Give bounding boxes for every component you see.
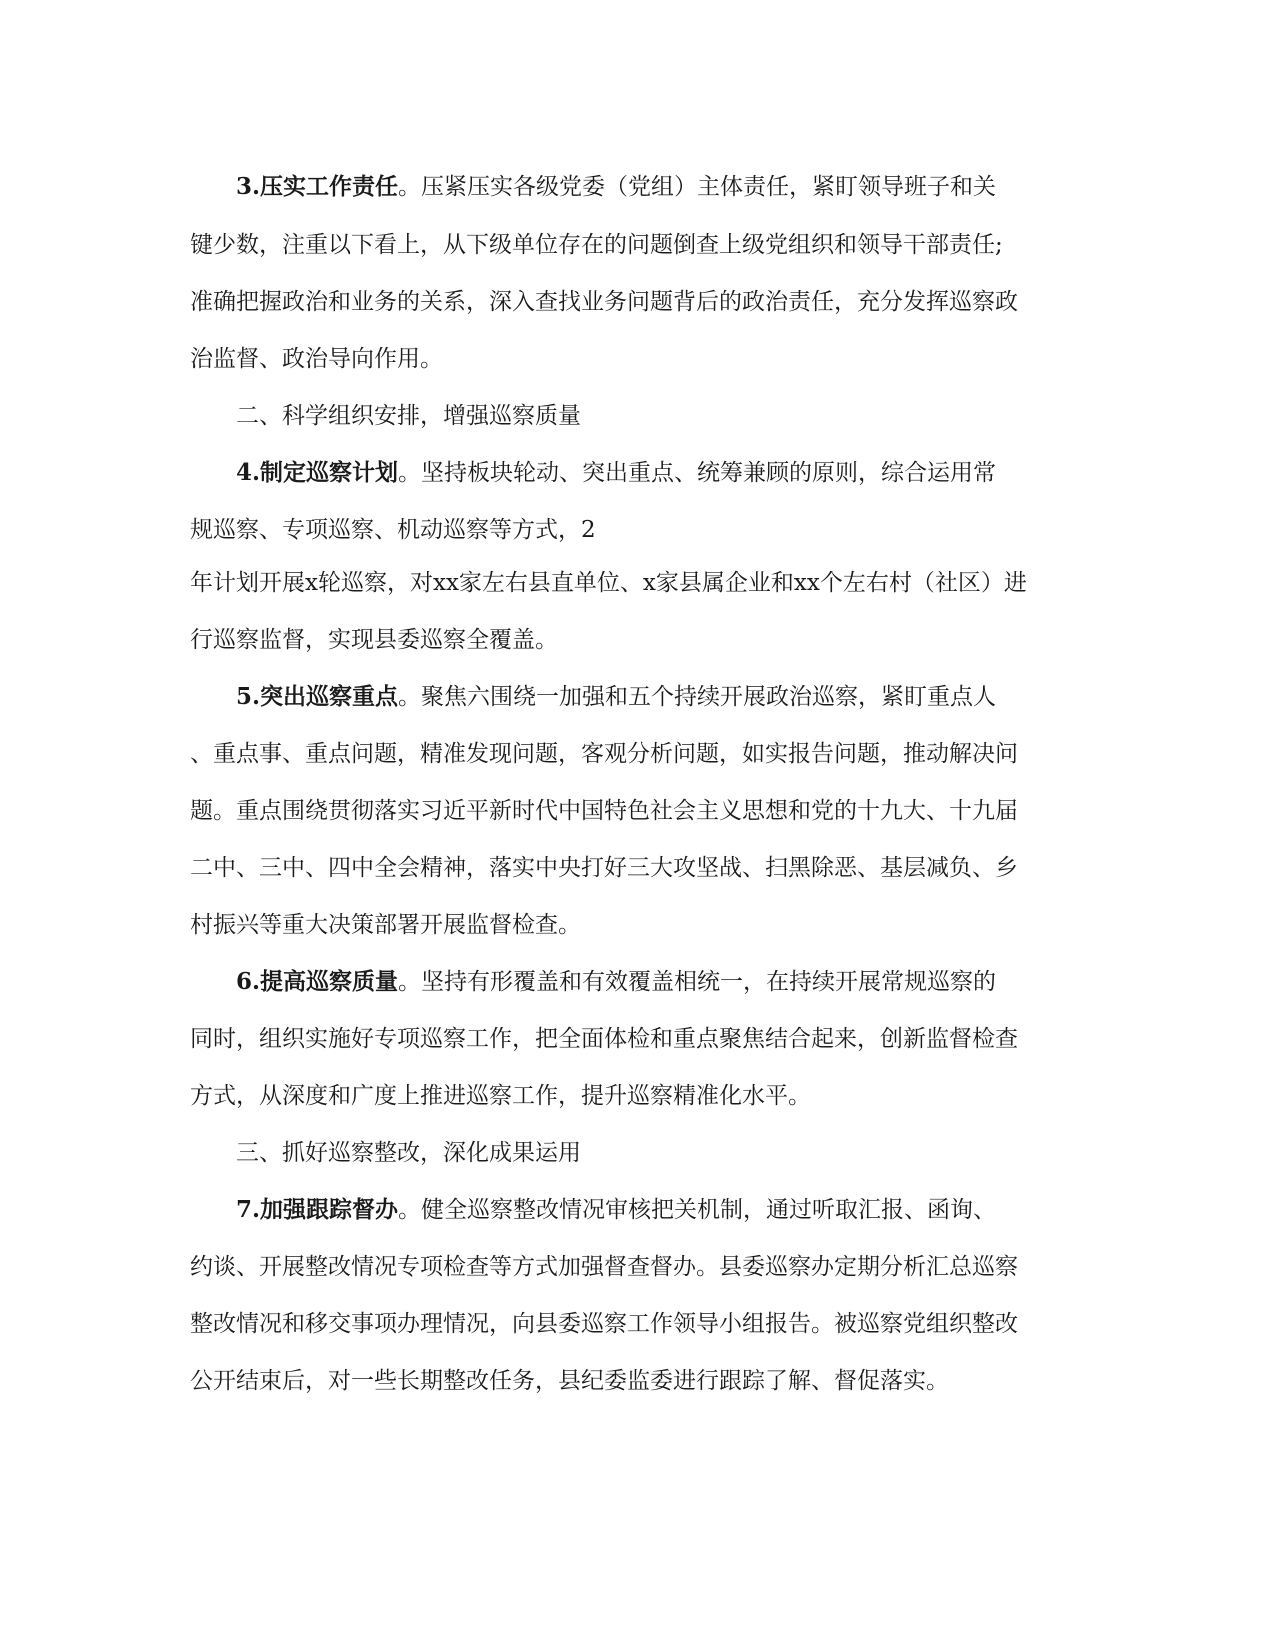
paragraph-4-line-2: 规巡察、专项巡察、机动巡察等方式，2 [190,517,596,543]
paragraph-4-line-3: 年计划开展x轮巡察，对xx家左右县直单位、x家县属企业和xx个左右村（社区）进 [190,570,1027,596]
paragraph-heading: 4.制定巡察计划 [236,459,399,486]
paragraph-7-line-3: 整改情况和移交事项办理情况，向县委巡察工作领导小组报告。被巡察党组织整改 [190,1311,1018,1337]
paragraph-7-line-4: 公开结束后，对一些长期整改任务，县纪委监委进行跟踪了解、督促落实。 [190,1368,949,1394]
paragraph-5-line-1 [236,681,1136,713]
paragraph-3-line-3: 准确把握政治和业务的关系，深入查找业务问题背后的政治责任，充分发挥巡察政 [190,289,1018,315]
paragraph-heading: 5.突出巡察重点 [236,683,399,710]
paragraph-6-line-1 [236,966,1136,998]
paragraph-6-line-2: 同时，组织实施好专项巡察工作，把全面体检和重点聚焦结合起来，创新监督检查 [190,1026,1018,1052]
paragraph-5-line-3: 题。重点围绕贯彻落实习近平新时代中国特色社会主义思想和党的十九大、十九届 [190,798,1018,824]
paragraph-heading: 3.压实工作责任 [236,173,399,200]
paragraph-3-line-1 [236,171,1136,203]
paragraph-7-line-1 [236,1194,1136,1226]
paragraph-text: 。压紧压实各级党委（党组）主体责任，紧盯领导班子和关 [398,174,997,200]
paragraph-3-line-2: 键少数，注重以下看上，从下级单位存在的问题倒查上级党组织和领导干部责任; [190,232,1003,258]
paragraph-text: 。聚焦六围绕一加强和五个持续开展政治巡察，紧盯重点人 [398,684,997,710]
section-heading-3: 三、抓好巡察整改，深化成果运用 [236,1140,581,1166]
paragraph-heading: 6.提高巡察质量 [236,968,399,995]
paragraph-text: 。健全巡察整改情况审核把关机制，通过听取汇报、函询、 [398,1197,997,1223]
section-heading-2: 二、科学组织安排，增强巡察质量 [236,403,581,429]
paragraph-5-line-2: 、重点事、重点问题，精准发现问题，客观分析问题，如实报告问题，推动解决问 [190,741,1018,767]
paragraph-5-line-5: 村振兴等重大决策部署开展监督检查。 [190,912,581,938]
paragraph-text: 。坚持板块轮动、突出重点、统筹兼顾的原则，综合运用常 [398,460,997,486]
paragraph-text: 。坚持有形覆盖和有效覆盖相统一，在持续开展常规巡察的 [398,969,997,995]
paragraph-5-line-4: 二中、三中、四中全会精神，落实中央打好三大攻坚战、扫黑除恶、基层减负、乡 [190,855,1018,881]
paragraph-3-line-4: 治监督、政治导向作用。 [190,346,443,372]
paragraph-4-line-1 [236,457,1136,489]
paragraph-6-line-3: 方式，从深度和广度上推进巡察工作，提升巡察精准化水平。 [190,1083,811,1109]
paragraph-4-line-4: 行巡察监督，实现县委巡察全覆盖。 [190,627,558,653]
paragraph-7-line-2: 约谈、开展整改情况专项检查等方式加强督查督办。县委巡察办定期分析汇总巡察 [190,1254,1018,1280]
paragraph-heading: 7.加强跟踪督办 [236,1196,399,1223]
